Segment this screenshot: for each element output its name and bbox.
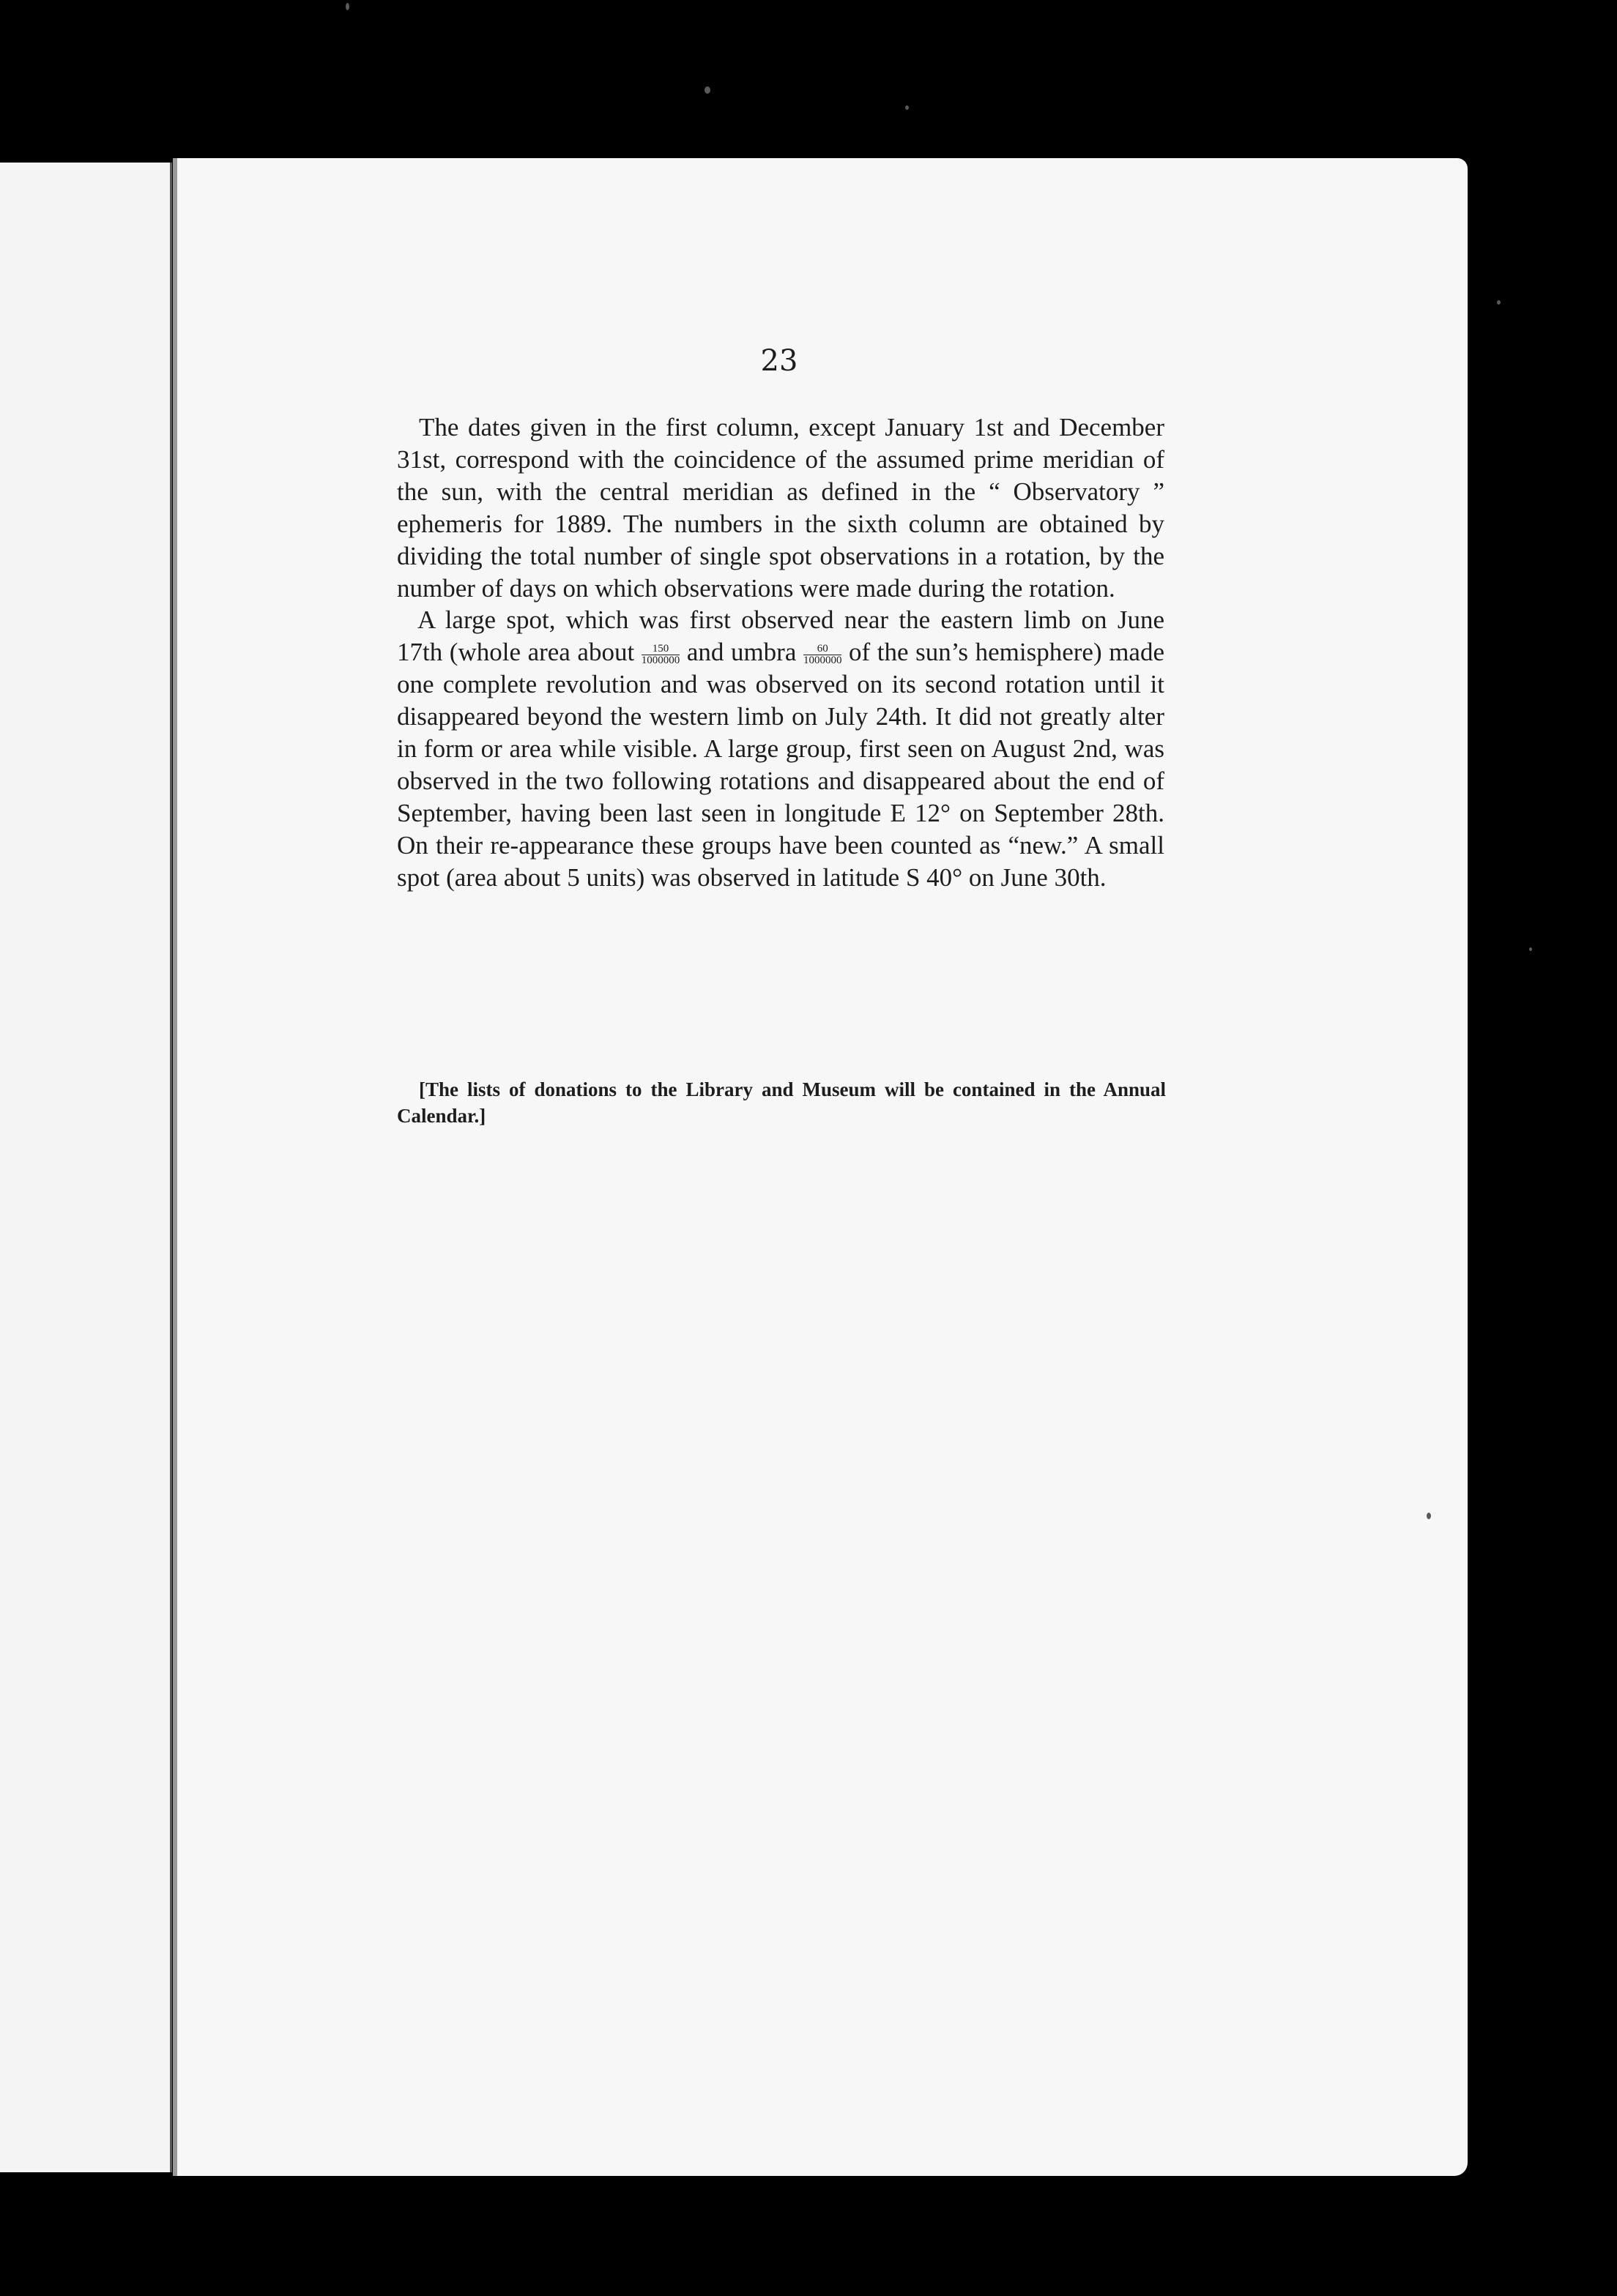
body-text bbox=[397, 411, 1164, 894]
fraction-denominator: 1000000 bbox=[803, 655, 842, 667]
previous-page-edge bbox=[0, 163, 172, 2172]
fraction-numerator: 150 bbox=[642, 644, 680, 655]
paragraph-text-part: and umbra bbox=[680, 638, 803, 667]
scan-speck bbox=[705, 86, 710, 94]
footnote-donations: [The lists of donations to the Library and Museum will be contained in the Annual Calendar.] bbox=[397, 1078, 1166, 1127]
scan-speck bbox=[1529, 947, 1532, 951]
fraction-numerator: 60 bbox=[803, 644, 842, 655]
paragraph-text-part: of the sun’s hemisphere) made one complete revolution and was observed on its second rotation until it disappeared beyond the western limb on July 24th. It did not greatly alter in form or area while visible. A large group, first seen on August 2nd, was observed in the two following rotations and disappeared about the end of September, having been last seen in longitude E 12° on September 28th. On their re-appearance these groups have been counted as “new.” A small spot (area about 5 units) was observed in latitude S 40° on June 30th. bbox=[397, 638, 1164, 892]
paragraph-text-part: A large spot, which was first observed near the eastern limb on June 17th (whole area about bbox=[397, 605, 1164, 667]
paragraph-large-spot bbox=[397, 604, 1164, 893]
fraction-denominator: 1000000 bbox=[641, 655, 680, 667]
scan-speck bbox=[1427, 1513, 1431, 1519]
paragraph-dates: The dates given in the first column, except January 1st and December 31st, correspond with the coincidence of the assumed prime meridian of the sun, with the central meridian as defined in the “ Observatory ” ephemeris for 1889. The numbers in the sixth column are obtained by dividing the total number of single spot observations in a rotation, by the number of days on which observations were made during the rotation. bbox=[397, 413, 1164, 603]
scan-speck bbox=[346, 3, 349, 10]
scan-speck bbox=[1497, 300, 1501, 305]
fraction-umbra bbox=[803, 644, 842, 666]
scan-speck bbox=[905, 105, 909, 110]
fraction-whole-area bbox=[642, 644, 680, 666]
page-number: 23 bbox=[760, 344, 798, 378]
